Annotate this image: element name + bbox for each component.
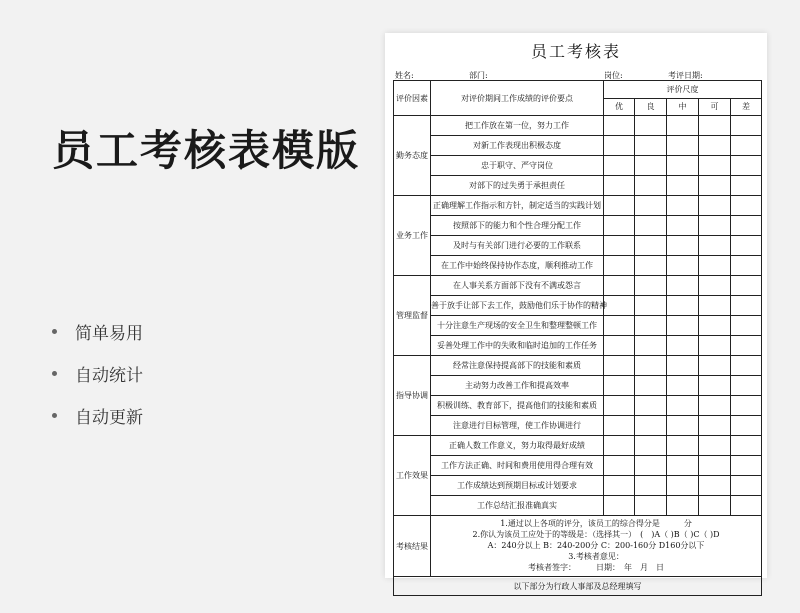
score-cell[interactable]: [731, 396, 762, 416]
score-cell[interactable]: [635, 376, 667, 396]
score-cell[interactable]: [604, 196, 635, 216]
score-cell[interactable]: [731, 136, 762, 156]
table-row: [394, 136, 762, 156]
score-cell[interactable]: [604, 396, 635, 416]
score-cell[interactable]: [699, 276, 731, 296]
table-row: [394, 296, 762, 316]
score-cell[interactable]: [699, 476, 731, 496]
score-cell[interactable]: [667, 236, 699, 256]
bullet-icon: [52, 371, 57, 376]
score-cell[interactable]: [699, 176, 731, 196]
score-cell[interactable]: [731, 256, 762, 276]
criterion-cell: 十分注意生产现场的安全卫生和整理整顿工作: [431, 316, 604, 336]
result-line: A：240分以上 B：240-200分 C：200-160分 D160分以下: [487, 541, 705, 550]
table-row: [394, 436, 762, 456]
table-row: [394, 396, 762, 416]
table-row: [394, 476, 762, 496]
score-cell[interactable]: [604, 176, 635, 196]
result-text: [431, 516, 762, 577]
score-cell[interactable]: [731, 376, 762, 396]
feature-list: [52, 310, 143, 436]
table-row: [394, 336, 762, 356]
score-cell[interactable]: [635, 296, 667, 316]
feature-label: 自动统计: [75, 365, 143, 386]
score-cell[interactable]: [731, 476, 762, 496]
score-cell[interactable]: [699, 236, 731, 256]
score-cell[interactable]: [699, 336, 731, 356]
score-cell[interactable]: [635, 176, 667, 196]
score-cell[interactable]: [731, 416, 762, 436]
feature-item: [52, 352, 143, 394]
table-row: [394, 496, 762, 516]
score-cell[interactable]: [604, 376, 635, 396]
score-cell[interactable]: [667, 136, 699, 156]
score-cell[interactable]: [731, 436, 762, 456]
score-cell[interactable]: [604, 276, 635, 296]
score-cell[interactable]: [667, 176, 699, 196]
name-label: 姓名:: [395, 71, 414, 80]
table-row: [394, 256, 762, 276]
score-cell[interactable]: [699, 376, 731, 396]
score-cell[interactable]: [699, 356, 731, 376]
criterion-cell: 忠于职守、严守岗位: [431, 156, 604, 176]
score-cell[interactable]: [667, 496, 699, 516]
dept-label: 部门:: [469, 71, 488, 80]
criterion-cell: 妥善处理工作中的失败和临时追加的工作任务: [431, 336, 604, 356]
score-cell[interactable]: [699, 156, 731, 176]
score-cell[interactable]: [731, 236, 762, 256]
score-cell[interactable]: [699, 436, 731, 456]
score-cell[interactable]: [604, 116, 635, 136]
score-cell[interactable]: [699, 396, 731, 416]
table-row: [394, 356, 762, 376]
score-cell[interactable]: [635, 336, 667, 356]
score-cell[interactable]: [731, 216, 762, 236]
criterion-cell: 主动努力改善工作和提高效率: [431, 376, 604, 396]
criterion-cell: 对新工作表现出积极态度: [431, 136, 604, 156]
score-cell[interactable]: [699, 116, 731, 136]
score-cell[interactable]: [667, 436, 699, 456]
score-cell[interactable]: [699, 196, 731, 216]
criterion-cell: 工作总结汇报准确真实: [431, 496, 604, 516]
score-cell[interactable]: [731, 456, 762, 476]
score-cell[interactable]: [667, 276, 699, 296]
factor-header: 评价因素: [394, 81, 431, 116]
table-row: [394, 196, 762, 216]
score-cell[interactable]: [635, 156, 667, 176]
bullet-icon: [52, 413, 57, 418]
category-cell: 勤务态度: [394, 116, 431, 196]
score-cell[interactable]: [667, 376, 699, 396]
date-label: 考评日期:: [668, 71, 703, 80]
table-row: [394, 156, 762, 176]
score-cell[interactable]: [667, 156, 699, 176]
feature-label: 自动更新: [75, 407, 143, 428]
score-cell[interactable]: [731, 496, 762, 516]
score-cell[interactable]: [635, 256, 667, 276]
score-cell[interactable]: [667, 216, 699, 236]
score-cell[interactable]: [667, 296, 699, 316]
category-cell: 指导协调: [394, 356, 431, 436]
criterion-cell: 及时与有关部门进行必要的工作联系: [431, 236, 604, 256]
score-cell[interactable]: [604, 256, 635, 276]
criterion-cell: 积极训练、教育部下，提高他们的技能和素质: [431, 396, 604, 416]
score-cell[interactable]: [731, 156, 762, 176]
score-cell[interactable]: [604, 416, 635, 436]
grade-header: 优: [604, 98, 635, 116]
score-cell[interactable]: [635, 396, 667, 416]
scale-header: 评价尺度: [604, 81, 762, 99]
score-cell[interactable]: [604, 336, 635, 356]
score-cell[interactable]: [604, 316, 635, 336]
score-cell[interactable]: [731, 336, 762, 356]
criterion-cell: 把工作放在第一位，努力工作: [431, 116, 604, 136]
score-cell[interactable]: [635, 236, 667, 256]
score-cell[interactable]: [667, 356, 699, 376]
score-cell[interactable]: [667, 456, 699, 476]
score-cell[interactable]: [635, 216, 667, 236]
score-cell[interactable]: [635, 496, 667, 516]
form-title: 员工考核表: [530, 42, 621, 61]
criterion-cell: 在人事关系方面部下没有不满或怨言: [431, 276, 604, 296]
score-cell[interactable]: [604, 476, 635, 496]
grade-header: 良: [635, 98, 667, 116]
score-cell[interactable]: [731, 116, 762, 136]
result-line: 2.你认为该员工应处于的等级是：（选择其一） ( )A（ )B（ )C（ )D: [472, 530, 720, 539]
criterion-cell: 按照部下的能力和个性合理分配工作: [431, 216, 604, 236]
score-cell[interactable]: [731, 276, 762, 296]
table-row: [394, 236, 762, 256]
score-cell[interactable]: [667, 416, 699, 436]
table-row: [394, 176, 762, 196]
score-cell[interactable]: [635, 356, 667, 376]
result-line: 考核者签字： 日期： 年 月 日: [528, 563, 665, 572]
criterion-cell: 正确理解工作指示和方针，制定适当的实践计划: [431, 196, 604, 216]
score-cell[interactable]: [604, 156, 635, 176]
score-cell[interactable]: [699, 256, 731, 276]
score-cell[interactable]: [635, 196, 667, 216]
category-cell: 管理监督: [394, 276, 431, 356]
score-cell[interactable]: [635, 456, 667, 476]
evaluation-table: [393, 80, 762, 596]
criterion-cell: 工作成绩达到预期目标或计划要求: [431, 476, 604, 496]
score-cell[interactable]: [635, 436, 667, 456]
score-cell[interactable]: [604, 136, 635, 156]
points-header: 对评价期间工作成绩的评价要点: [431, 81, 604, 116]
bullet-icon: [52, 329, 57, 334]
result-category: 考核结果: [394, 516, 431, 577]
footnote: 以下部分为行政人事部及总经理填写: [394, 577, 762, 596]
score-cell[interactable]: [667, 196, 699, 216]
score-cell[interactable]: [667, 316, 699, 336]
table-row: [394, 416, 762, 436]
score-cell[interactable]: [699, 496, 731, 516]
score-cell[interactable]: [699, 316, 731, 336]
score-cell[interactable]: [731, 296, 762, 316]
grade-header: 可: [699, 98, 731, 116]
feature-item: [52, 310, 143, 352]
feature-label: 简单易用: [75, 323, 143, 344]
table-row: [394, 276, 762, 296]
score-cell[interactable]: [731, 356, 762, 376]
category-cell: 业务工作: [394, 196, 431, 276]
score-cell[interactable]: [667, 116, 699, 136]
score-cell[interactable]: [635, 276, 667, 296]
score-cell[interactable]: [635, 316, 667, 336]
score-cell[interactable]: [604, 436, 635, 456]
score-cell[interactable]: [635, 476, 667, 496]
criterion-cell: 正确人数工作意义，努力取得最好成绩: [431, 436, 604, 456]
table-row: [394, 376, 762, 396]
score-cell[interactable]: [667, 396, 699, 416]
score-cell[interactable]: [731, 196, 762, 216]
score-cell[interactable]: [635, 136, 667, 156]
score-cell[interactable]: [635, 116, 667, 136]
score-cell[interactable]: [667, 256, 699, 276]
table-row: [394, 116, 762, 136]
score-cell[interactable]: [731, 176, 762, 196]
score-cell[interactable]: [699, 456, 731, 476]
score-cell[interactable]: [604, 356, 635, 376]
score-cell[interactable]: [635, 416, 667, 436]
score-cell[interactable]: [699, 296, 731, 316]
criterion-cell: 在工作中始终保持协作态度，顺利推动工作: [431, 256, 604, 276]
category-cell: 工作效果: [394, 436, 431, 516]
result-line: 1.通过以上各项的评分，该员工的综合得分是 分: [500, 519, 692, 528]
score-cell[interactable]: [667, 336, 699, 356]
score-cell[interactable]: [699, 216, 731, 236]
table-row: [394, 456, 762, 476]
criterion-cell: 工作方法正确、时间和费用使用得合理有效: [431, 456, 604, 476]
feature-item: [52, 394, 143, 436]
criterion-cell: 经常注意保持提高部下的技能和素质: [431, 356, 604, 376]
grade-header: 中: [667, 98, 699, 116]
score-cell[interactable]: [667, 476, 699, 496]
criterion-cell: 注意进行目标管理，使工作协调进行: [431, 416, 604, 436]
criterion-cell: 对部下的过失勇于承担责任: [431, 176, 604, 196]
score-cell[interactable]: [604, 296, 635, 316]
score-cell[interactable]: [699, 416, 731, 436]
score-cell[interactable]: [604, 496, 635, 516]
sections-body: [394, 116, 762, 516]
grade-header: 差: [731, 98, 762, 116]
table-row: [394, 216, 762, 236]
result-line: 3.考核者意见：: [568, 552, 624, 561]
score-cell[interactable]: [731, 316, 762, 336]
criterion-cell: 善于放手让部下去工作，鼓励他们乐于协作的精神: [431, 296, 604, 316]
score-cell[interactable]: [604, 456, 635, 476]
score-cell[interactable]: [604, 216, 635, 236]
promo-title: 员工考核表模版: [52, 126, 361, 175]
table-row: [394, 316, 762, 336]
score-cell[interactable]: [604, 236, 635, 256]
score-cell[interactable]: [699, 136, 731, 156]
evaluation-form-sheet: [385, 33, 767, 591]
position-label: 岗位:: [604, 71, 623, 80]
